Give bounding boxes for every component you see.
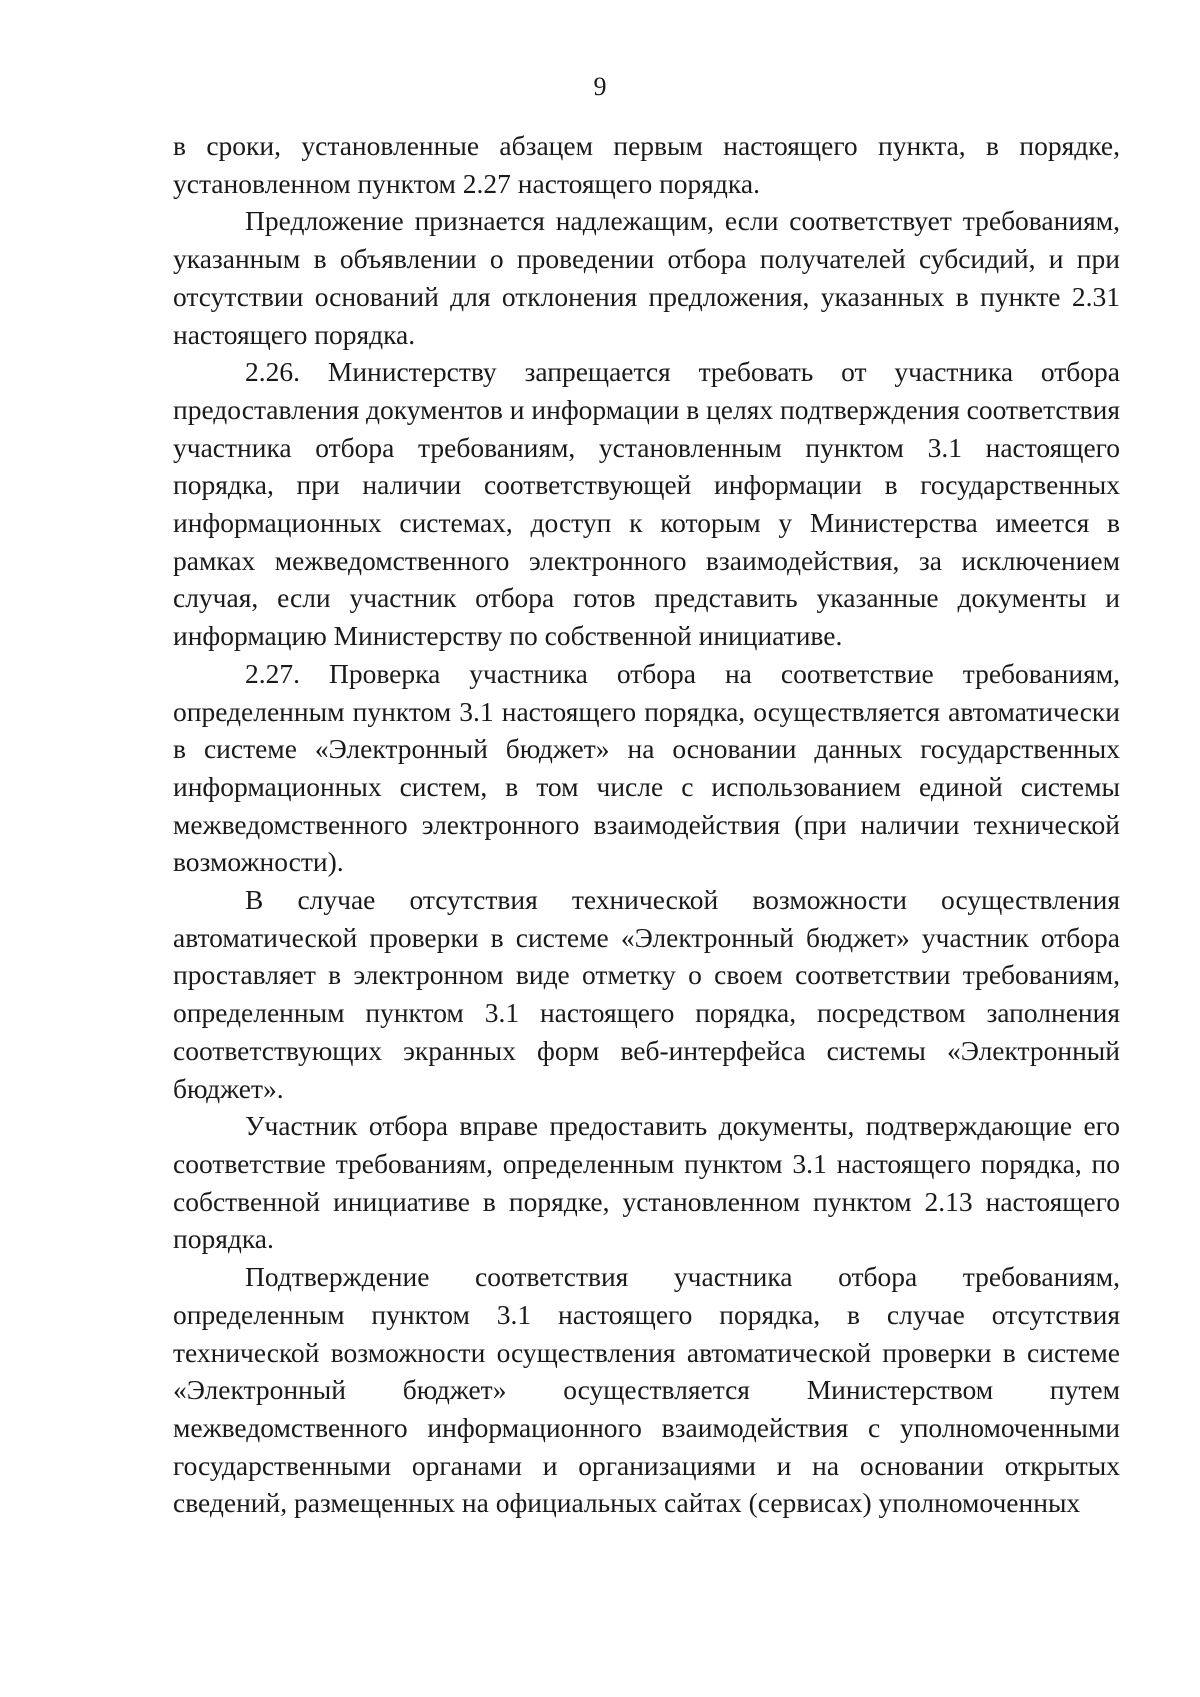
- paragraph-proposal-adequacy: Предложение признается надлежащим, если соответствует требованиям, указанным в объявлении о проведении отбора получателей субсидий, и при отсутствии оснований для отклонения предложения, указанных в пункте 2.31 настоящего порядка.: [173, 205, 1120, 350]
- document-body: [173, 127, 1120, 1522]
- paragraph-confirmation: Подтверждение соответствия участника отбора требованиям, определенным пунктом 3.1 настоящего порядка, в случае отсутствия технической возможности осуществления автоматической проверки в системе «Электронный бюджет» осуществляется Министерством путем межведомственного информационного взаимодействия с уполномоченными государственными органами и организациями и на основании открытых сведений, размещенных на официальных сайтах (сервисах) уполномоченных: [173, 1261, 1120, 1519]
- paragraph-2-27: 2.27. Проверка участника отбора на соответствие требованиям, определенным пунктом 3.1 настоящего порядка, осуществляется автоматически в системе «Электронный бюджет» на основании данных государственных информационных систем, в том числе с использованием единой системы межведомственного электронного взаимодействия (при наличии технической возможности).: [173, 657, 1120, 878]
- paragraph-continuation: в сроки, установленные абзацем первым настоящего пункта, в порядке, установленном пунктом 2.27 настоящего порядка.: [173, 130, 1120, 199]
- paragraph-own-initiative: Участник отбора вправе предоставить документы, подтверждающие его соответствие требованиям, определенным пунктом 3.1 настоящего порядка, по собственной инициативе в порядке, установленном пунктом 2.13 настоящего порядка.: [173, 1110, 1120, 1255]
- paragraph-no-technical-possibility: В случае отсутствия технической возможности осуществления автоматической проверки в системе «Электронный бюджет» участник отбора проставляет в электронном виде отметку о своем соответствии требованиям, определенным пунктом 3.1 настоящего порядка, посредством заполнения соответствующих экранных форм веб-интерфейса системы «Электронный бюджет».: [173, 884, 1120, 1104]
- page-number: 9: [593, 72, 607, 101]
- paragraph-2-26: 2.26. Министерству запрещается требовать от участника отбора предоставления документов и информации в целях подтверждения соответствия участника отбора требованиям, установленным пунктом 3.1 настоящего порядка, при наличии соответствующей информации в государственных информационных системах, доступ к которым у Министерства имеется в рамках межведомственного электронного взаимодействия, за исключением случая, если участник отбора готов представить указанные документы и информацию Министерству по собственной инициативе.: [173, 356, 1120, 652]
